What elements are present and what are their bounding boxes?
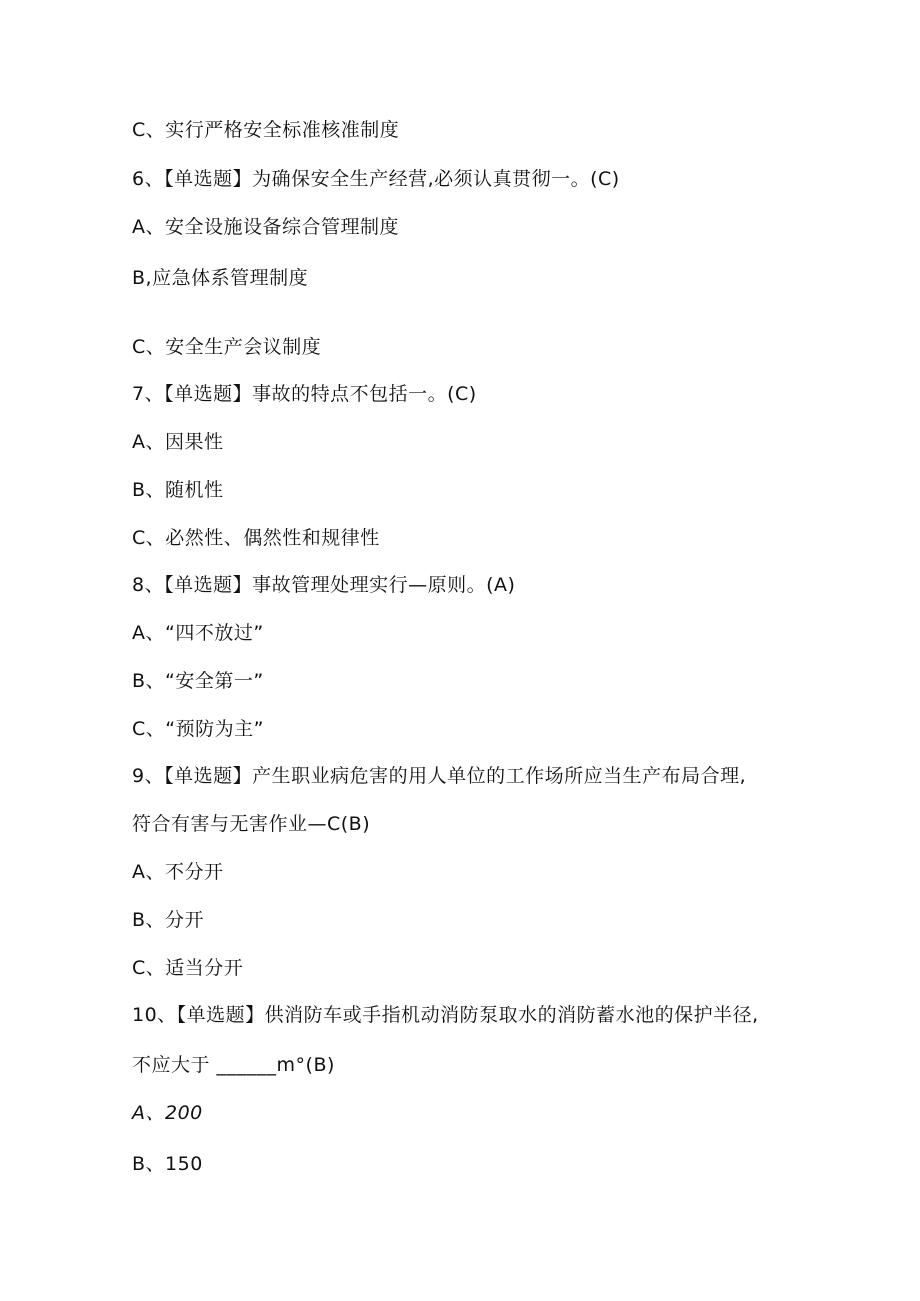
q8-option-a: A、“四不放过” [132,622,264,644]
q9-question-line1: 9、【单选题】产生职业病危害的用人单位的工作场所应当生产布局合理, [132,765,747,787]
q6-question: 6、【单选题】为确保安全生产经营,必须认真贯彻一。(C) [132,168,620,190]
q8-option-c: C、“预防为主” [132,718,264,740]
q6-option-a: A、安全设施设备综合管理制度 [132,216,399,238]
q9-question-line2: 符合有害与无害作业—C(B) [132,813,371,835]
q10-question-line2: 不应大于 ______m°(B) [132,1054,335,1076]
q10-option-a: A、200 [132,1102,203,1124]
q10-question-line1: 10、【单选题】供消防车或手指机动消防泵取水的消防蓄水池的保护半径, [132,1004,759,1026]
q10-option-b: B、150 [132,1153,203,1175]
q7-option-c: C、必然性、偶然性和规律性 [132,527,380,549]
q9-option-a: A、不分开 [132,861,224,883]
q7-option-b: B、随机性 [132,479,224,501]
q8-question: 8、【单选题】事故管理处理实行—原则。(A) [132,574,516,596]
q6-option-b: B,应急体系管理制度 [132,267,309,289]
q7-option-a: A、因果性 [132,431,224,453]
q5-option-c: C、实行严格安全标准核准制度 [132,119,400,141]
q8-option-b: B、“安全第一” [132,670,264,692]
q7-question: 7、【单选题】事故的特点不包括一。(C) [132,383,477,405]
q9-option-b: B、分开 [132,909,205,931]
q9-option-c: C、适当分开 [132,957,244,979]
q6-option-c: C、安全生产会议制度 [132,336,322,358]
